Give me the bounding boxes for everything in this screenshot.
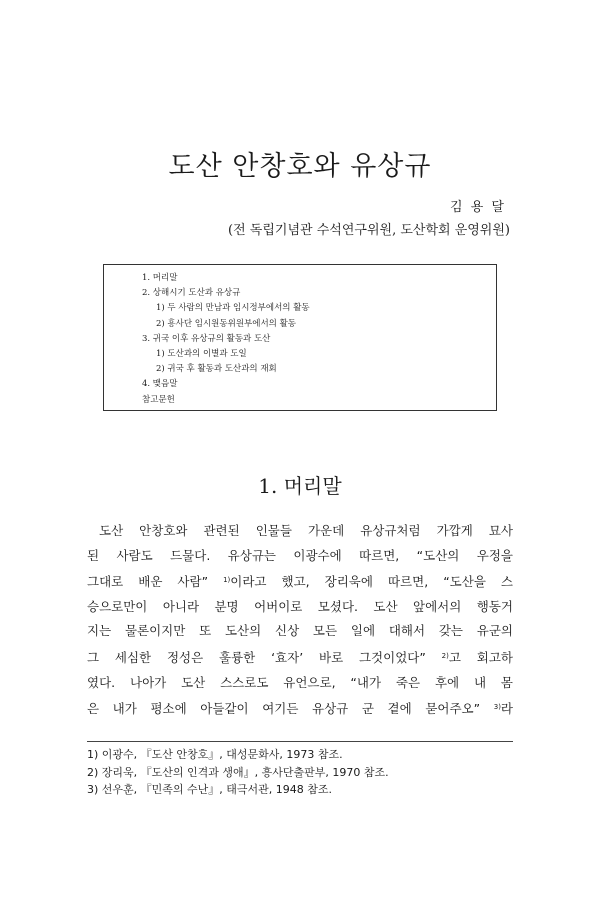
body-line — [87, 568, 513, 595]
body-line-part: 라 — [500, 701, 513, 717]
toc-item: 참고문헌 — [142, 394, 175, 405]
toc-subitem: 2) 흥사단 임시원동위원부에서의 활동 — [156, 318, 296, 329]
body-line-part: 그 세심한 정성은 훌륭한 ‘효자’ 바로 그것이었다” — [87, 649, 426, 665]
toc-subitem: 2) 귀국 후 활동과 도산과의 재회 — [156, 364, 277, 375]
body-line: 도산 안창호와 관련된 인물들 가운데 유상규처럼 가깝게 묘사 — [99, 523, 513, 538]
footnote: 3) 선우훈, 『민족의 수난』, 태극서관, 1948 참조. — [87, 783, 333, 796]
body-line-part: 은 내가 평소에 아들같이 여기든 유상규 군 곁에 묻어주오” — [87, 701, 481, 717]
body-line-part: 고 회고하 — [448, 649, 513, 665]
toc-item: 4. 맺음말 — [142, 379, 178, 390]
toc-item: 2. 상해시기 도산과 유상규 — [142, 288, 241, 299]
toc-item: 1. 머리말 — [142, 273, 178, 283]
toc-subitem: 1) 도산과의 이별과 도일 — [156, 349, 247, 360]
body-line: 였다. 나아가 도산 스스로도 유언으로, “내가 죽은 후에 내 몸 — [87, 674, 513, 690]
footnote-ref: 2) — [441, 651, 449, 660]
toc-subitem: 1) 두 사람의 만남과 임시정부에서의 활동 — [156, 303, 310, 314]
table-of-contents — [103, 264, 497, 411]
footnote: 2) 장리욱, 『도산의 인격과 생애』, 흥사단출판부, 1970 참조. — [87, 765, 389, 779]
author-name: 김 용 달 — [450, 200, 506, 215]
body-line: 지는 물론이지만 또 도산의 신상 모든 일에 대해서 갖는 유군의 — [87, 623, 513, 639]
footnote-divider — [87, 741, 513, 742]
footnote-ref: 1) — [223, 576, 231, 585]
body-line — [87, 644, 513, 671]
body-line: 승으로만이 아니라 분명 어버이로 모셨다. 도산 앞에서의 행동거 — [87, 598, 513, 614]
body-text — [87, 519, 513, 722]
body-line-part: 그대로 배운 사람” — [87, 574, 209, 590]
body-line — [87, 695, 513, 722]
body-line: 된 사람도 드물다. 유상규는 이광수에 따르면, “도산의 우정을 — [87, 547, 513, 563]
footnote: 1) 이광수, 『도산 안창호』, 대성문화사, 1973 참조. — [87, 748, 343, 761]
toc-item: 3. 귀국 이후 유상규의 활동과 도산 — [142, 333, 271, 344]
section-heading: 1. 머리말 — [258, 474, 342, 498]
footnotes — [87, 746, 513, 799]
footnote-ref: 3) — [493, 703, 501, 712]
author-affiliation: (전 독립기념관 수석연구위원, 도산학회 운영위원) — [228, 223, 510, 238]
body-line-part: 이라고 했고, 장리욱에 따르면, “도산을 스 — [230, 574, 513, 590]
page-title: 도산 안창호와 유상규 — [168, 151, 432, 183]
